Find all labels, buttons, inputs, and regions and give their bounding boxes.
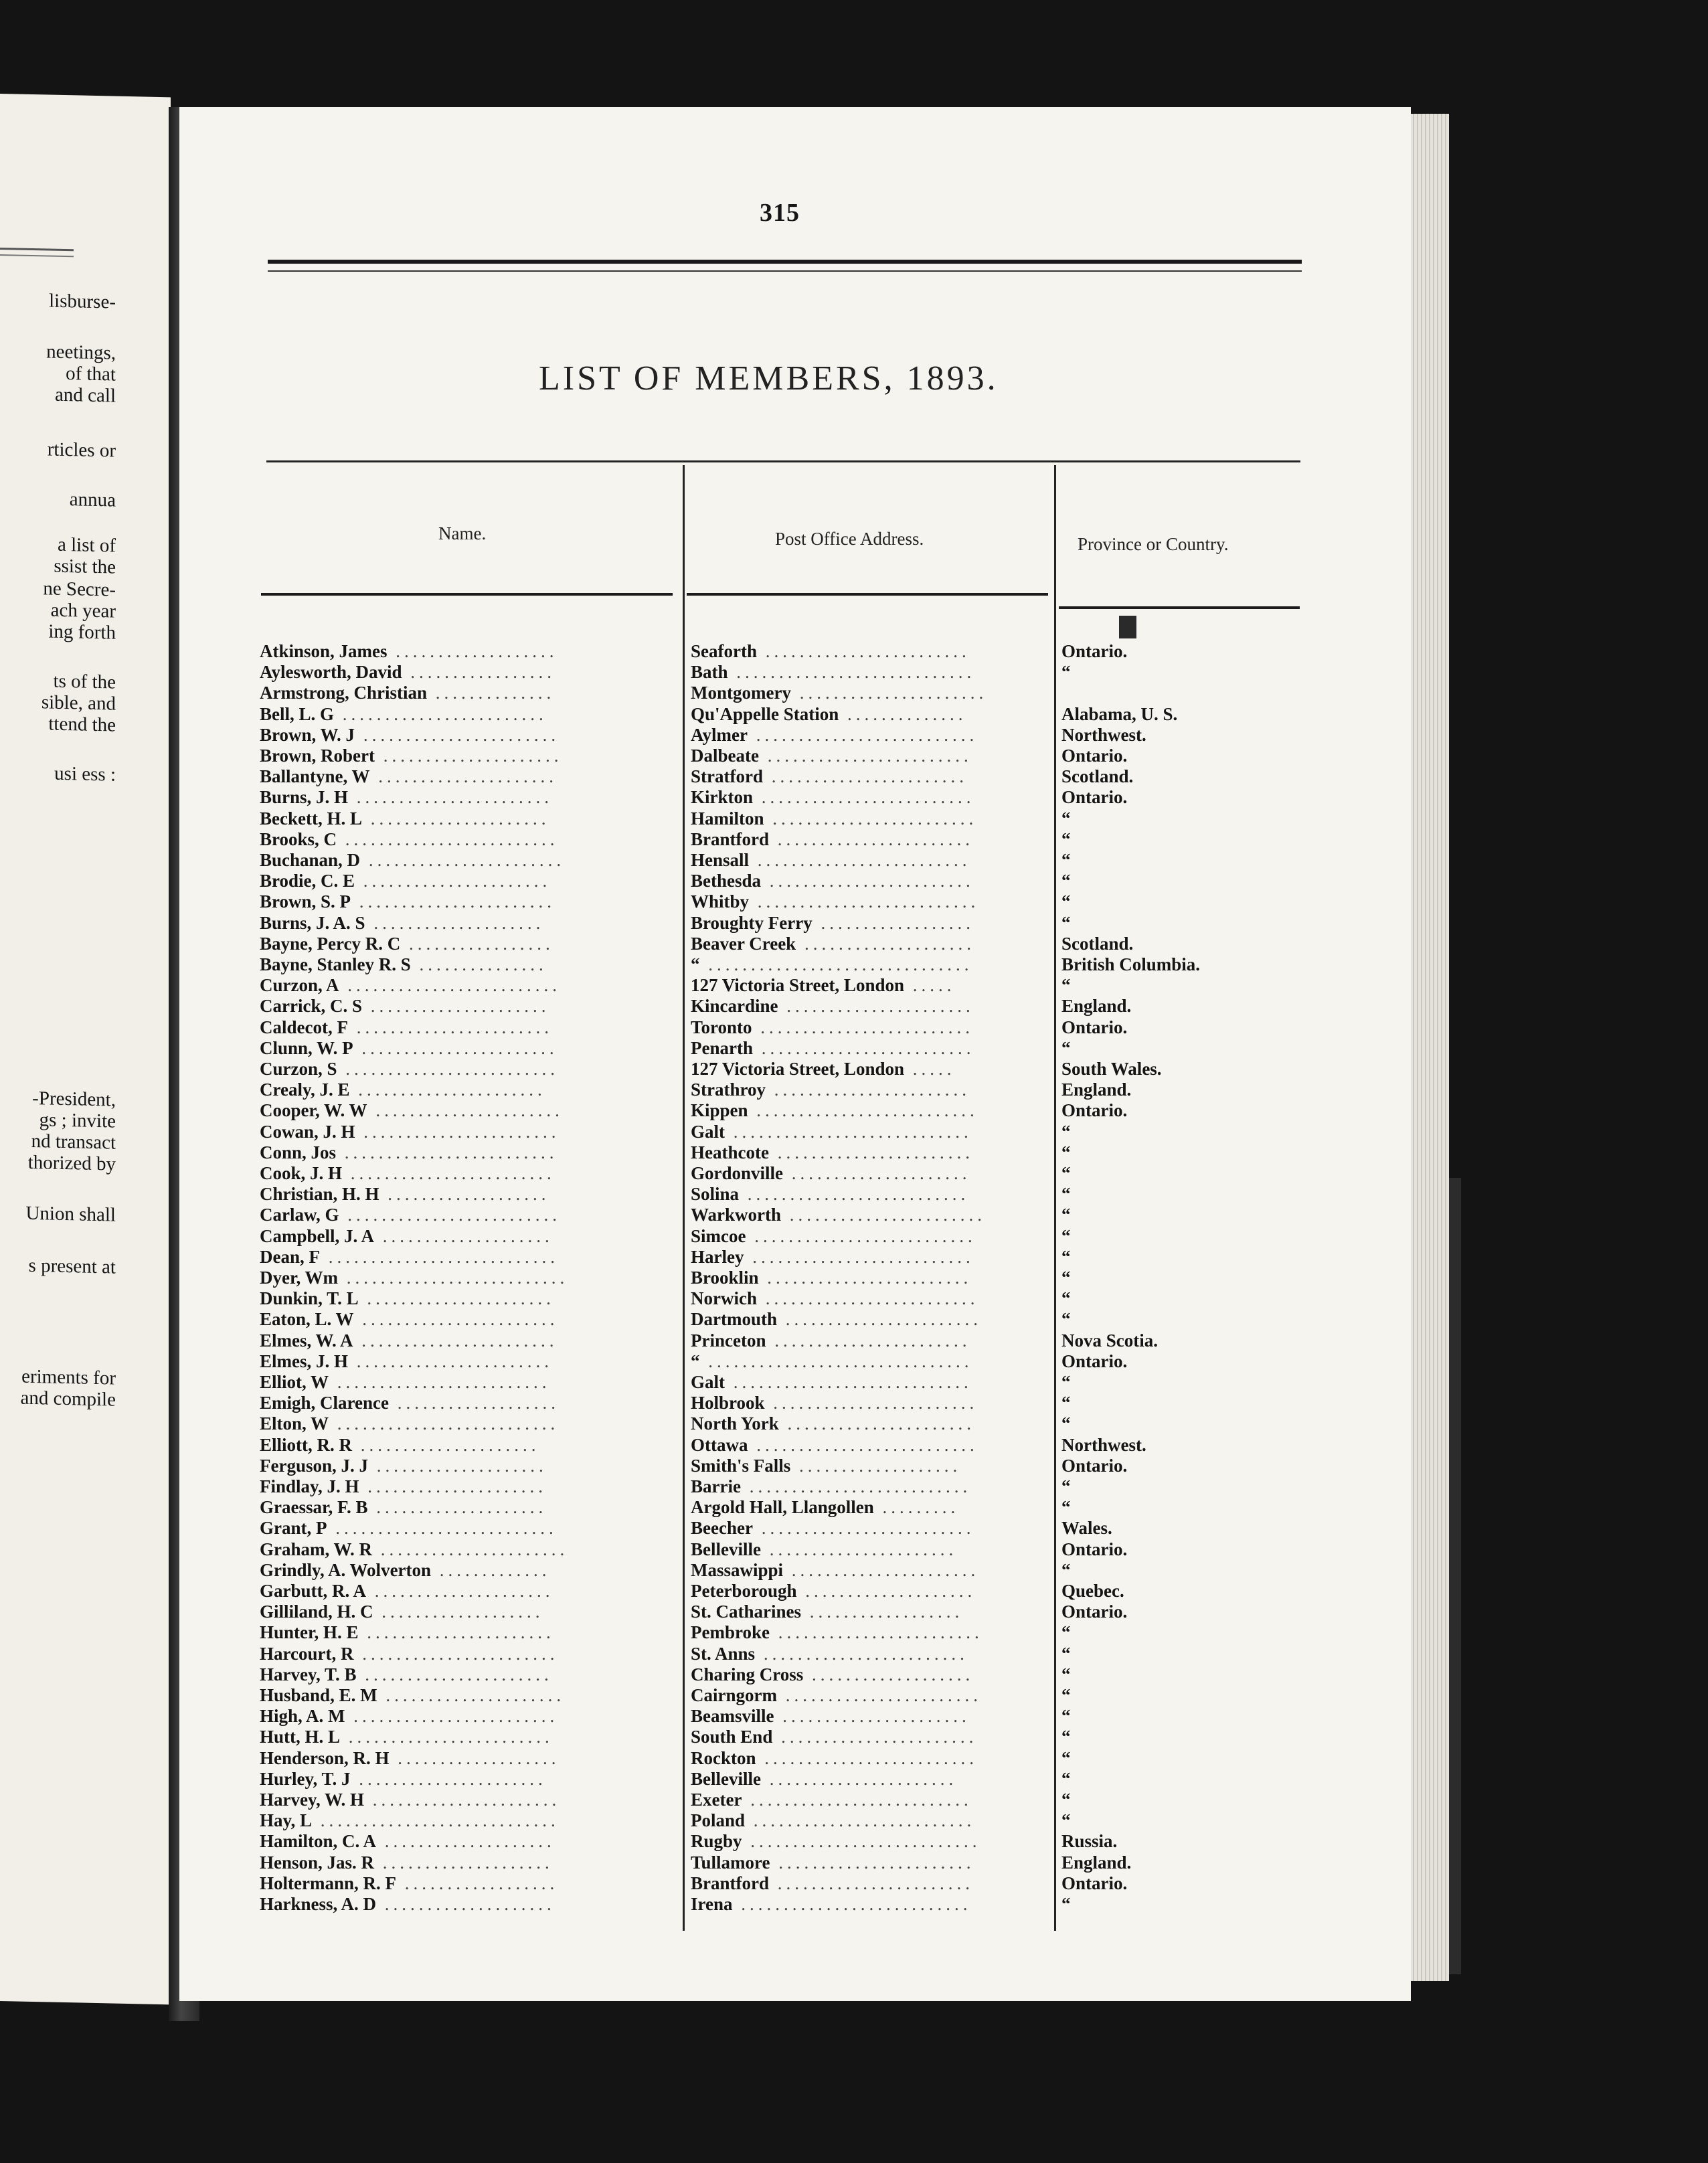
member-address: Argold Hall, Llangollen ......... [691, 1497, 960, 1517]
member-province: “ [1061, 1184, 1071, 1204]
member-province: England. [1061, 1852, 1132, 1873]
member-province: “ [1061, 1413, 1071, 1434]
member-province: South Wales. [1061, 1059, 1162, 1079]
member-name: Husband, E. M ..................... [260, 1685, 566, 1705]
member-province: England. [1061, 1079, 1132, 1100]
page-edge-shadow [1449, 1178, 1461, 1974]
facing-page-line: ach year [50, 599, 116, 622]
member-address: Rugby ........................... [691, 1831, 981, 1851]
member-address: Kippen .......................... [691, 1100, 978, 1120]
member-name: High, A. M ........................ [260, 1706, 559, 1726]
member-address: Beaver Creek .................... [691, 934, 975, 954]
facing-page-line: usi ess : [54, 762, 116, 786]
member-address: Beamsville ...................... [691, 1706, 970, 1726]
member-province: Ontario. [1061, 1539, 1128, 1559]
member-address: Simcoe .......................... [691, 1226, 976, 1246]
member-address: Brantford ....................... [691, 829, 974, 849]
member-address: Irena ........................... [691, 1894, 972, 1914]
member-address: Massawippi ...................... [691, 1560, 980, 1580]
member-name: Aylesworth, David ................. [260, 662, 556, 682]
facing-page-line: eriments for [21, 1365, 116, 1389]
member-province: Quebec. [1061, 1581, 1124, 1601]
member-name: Elliot, W ......................... [260, 1372, 551, 1392]
member-name: Elton, W .......................... [260, 1413, 560, 1434]
member-name: Christian, H. H ................... [260, 1184, 550, 1204]
member-name: Holtermann, R. F .................. [260, 1873, 559, 1893]
member-province: Wales. [1061, 1518, 1112, 1538]
column-divider [683, 465, 685, 1931]
member-name: Harcourt, R ....................... [260, 1644, 559, 1664]
member-province: “ [1061, 662, 1071, 682]
member-name: Carrick, C. S ..................... [260, 996, 550, 1016]
member-name: Graessar, F. B .................... [260, 1497, 547, 1517]
member-name: Gilliland, H. C ................... [260, 1602, 544, 1622]
member-province: “ [1061, 1894, 1071, 1914]
member-province: “ [1061, 1476, 1071, 1496]
facing-page-line: Union shall [25, 1202, 116, 1226]
member-address: Norwich ......................... [691, 1288, 979, 1308]
member-address: Kincardine ...................... [691, 996, 974, 1016]
member-address: Belleville ...................... [691, 1769, 958, 1789]
member-address: “ ............................... [691, 954, 973, 974]
member-province: “ [1061, 1372, 1071, 1392]
member-name: Emigh, Clarence ................... [260, 1393, 560, 1413]
member-province: “ [1061, 1497, 1071, 1517]
facing-page-rule [0, 254, 74, 257]
member-province: Scotland. [1061, 766, 1134, 786]
facing-page-text [0, 94, 171, 1411]
member-address: Whitby .......................... [691, 891, 980, 912]
member-name: Beckett, H. L ..................... [260, 808, 550, 829]
column-header-address: Post Office Address. [775, 529, 924, 549]
member-name: Harvey, T. B ...................... [260, 1664, 553, 1684]
member-province: “ [1061, 1748, 1071, 1768]
member-address: Princeton ....................... [691, 1330, 971, 1351]
member-address: Solina .......................... [691, 1184, 970, 1204]
member-name: Hurley, T. J ...................... [260, 1769, 547, 1789]
member-address: “ ............................... [691, 1351, 973, 1371]
header-rule [268, 260, 1302, 264]
member-name: Ballantyne, W ..................... [260, 766, 558, 786]
member-name: Eaton, L. W ....................... [260, 1309, 559, 1329]
member-address: Exeter .......................... [691, 1790, 972, 1810]
member-address: North York ...................... [691, 1413, 975, 1434]
member-address: Rockton ......................... [691, 1748, 978, 1768]
member-province: “ [1061, 1769, 1071, 1789]
member-address: Cairngorm ....................... [691, 1685, 982, 1705]
member-province: Northwest. [1061, 725, 1146, 745]
member-address: Belleville ...................... [691, 1539, 958, 1559]
member-name: Brodie, C. E ...................... [260, 871, 551, 891]
member-name: Elmes, J. H ....................... [260, 1351, 553, 1371]
facing-page-line: and compile [20, 1387, 116, 1411]
member-name: Harvey, W. H ...................... [260, 1790, 561, 1810]
header-underline [687, 593, 1048, 596]
member-province: Ontario. [1061, 1017, 1128, 1037]
member-name: Hunter, H. E ...................... [260, 1622, 555, 1642]
member-name: Graham, W. R ...................... [260, 1539, 569, 1559]
member-name: Burns, J. H ....................... [260, 787, 553, 807]
member-address: 127 Victoria Street, London ..... [691, 1059, 956, 1079]
member-name: Henderson, R. H ................... [260, 1748, 560, 1768]
member-address: Seaforth ........................ [691, 641, 970, 661]
member-name: Brown, W. J ....................... [260, 725, 560, 745]
member-address: Barrie .......................... [691, 1476, 972, 1496]
member-name: Hamilton, C. A .................... [260, 1831, 556, 1851]
member-address: Hamilton ........................ [691, 808, 978, 829]
member-address: Bethesda ........................ [691, 871, 974, 891]
member-province: “ [1061, 891, 1071, 912]
member-address: St. Catharines .................. [691, 1602, 964, 1622]
member-province: Alabama, U. S. [1061, 704, 1178, 724]
column-header-name: Name. [438, 523, 487, 543]
facing-page-line: gs ; invite [39, 1109, 116, 1132]
member-province: England. [1061, 996, 1132, 1016]
member-name: Grindly, A. Wolverton ............. [260, 1560, 551, 1580]
member-province: “ [1061, 1706, 1071, 1726]
member-province: Ontario. [1061, 787, 1128, 807]
member-address: Montgomery ...................... [691, 683, 988, 703]
member-name: Burns, J. A. S .................... [260, 913, 545, 933]
member-province: Ontario. [1061, 1351, 1128, 1371]
ink-blot [1119, 616, 1136, 638]
member-address: Smith's Falls ................... [691, 1456, 962, 1476]
member-province: “ [1061, 1644, 1071, 1664]
member-name: Cowan, J. H ....................... [260, 1122, 560, 1142]
member-province: Russia. [1061, 1831, 1118, 1851]
member-province: “ [1061, 850, 1071, 870]
member-province: Scotland. [1061, 934, 1134, 954]
facing-page-line: lisburse- [49, 290, 116, 313]
member-address: Ottawa .......................... [691, 1435, 978, 1455]
member-name: Atkinson, James ................... [260, 641, 558, 661]
member-name: Brown, Robert ..................... [260, 746, 563, 766]
member-name: Bayne, Stanley R. S ............... [260, 954, 547, 974]
member-address: Gordonville ..................... [691, 1163, 971, 1183]
member-address: Galt ............................ [691, 1372, 972, 1392]
member-name: Cook, J. H ........................ [260, 1163, 556, 1183]
member-name: Hutt, H. L ........................ [260, 1727, 553, 1747]
member-province: British Columbia. [1061, 954, 1201, 974]
member-address: Aylmer .......................... [691, 725, 978, 745]
member-name: Curzon, A ......................... [260, 975, 562, 995]
member-province: “ [1061, 1205, 1071, 1225]
member-address: Galt ............................ [691, 1122, 972, 1142]
member-province: “ [1061, 1226, 1071, 1246]
member-address: Broughty Ferry .................. [691, 913, 974, 933]
member-name: Grant, P .......................... [260, 1518, 558, 1538]
member-province: “ [1061, 975, 1071, 995]
member-name: Hay, L ............................ [260, 1810, 560, 1830]
member-address: Charing Cross ................... [691, 1664, 974, 1684]
member-address: Strathroy ....................... [691, 1079, 970, 1100]
member-name: Brooks, C ......................... [260, 829, 559, 849]
header-underline [1059, 606, 1300, 609]
member-name: Dean, F ........................... [260, 1247, 559, 1267]
member-province: “ [1061, 1122, 1071, 1142]
member-address: Tullamore ....................... [691, 1852, 975, 1873]
member-address: Kirkton ......................... [691, 787, 975, 807]
facing-page-line: ne Secre- [43, 578, 116, 601]
member-name: Garbutt, R. A ..................... [260, 1581, 554, 1601]
member-province: Northwest. [1061, 1435, 1146, 1455]
member-address: Brooklin ........................ [691, 1268, 972, 1288]
facing-page-line: ing forth [48, 620, 116, 644]
member-address: Dartmouth ....................... [691, 1309, 982, 1329]
member-province: “ [1061, 1664, 1071, 1684]
member-name: Curzon, S ......................... [260, 1059, 560, 1079]
member-province: “ [1061, 1810, 1071, 1830]
facing-page-line: nd transact [31, 1130, 116, 1154]
member-province: Ontario. [1061, 1100, 1128, 1120]
member-address: Brantford ....................... [691, 1873, 974, 1893]
facing-page-line: rticles or [47, 438, 116, 462]
facing-page [0, 94, 171, 2004]
page-number: 315 [760, 199, 800, 227]
member-address: Toronto ......................... [691, 1017, 974, 1037]
member-province: “ [1061, 913, 1071, 933]
member-province: “ [1061, 1142, 1071, 1162]
column-divider [1054, 465, 1056, 1931]
member-address: 127 Victoria Street, London ..... [691, 975, 956, 995]
member-name: Buchanan, D ....................... [260, 850, 566, 870]
member-province: “ [1061, 1288, 1071, 1308]
header-underline [261, 593, 673, 596]
facing-page-line: s present at [28, 1254, 116, 1278]
member-name: Conn, Jos ......................... [260, 1142, 558, 1162]
member-address: Pembroke ........................ [691, 1622, 983, 1642]
member-province: “ [1061, 829, 1071, 849]
member-name: Carlaw, G ......................... [260, 1205, 561, 1225]
member-province: “ [1061, 1268, 1071, 1288]
member-name: Caldecot, F ....................... [260, 1017, 553, 1037]
member-name: Bell, L. G ........................ [260, 704, 547, 724]
member-address: Dalbeate ........................ [691, 746, 972, 766]
member-address: Warkworth ....................... [691, 1205, 986, 1225]
member-province: “ [1061, 1163, 1071, 1183]
member-name: Ferguson, J. J .................... [260, 1456, 547, 1476]
member-province: “ [1061, 1622, 1071, 1642]
member-province: “ [1061, 1247, 1071, 1267]
member-name: Bayne, Percy R. C ................. [260, 934, 554, 954]
facing-page-rule [0, 248, 74, 251]
member-name: Campbell, J. A .................... [260, 1226, 553, 1246]
member-province: Ontario. [1061, 1873, 1128, 1893]
member-province: “ [1061, 1790, 1071, 1810]
member-address: Peterborough .................... [691, 1581, 976, 1601]
facing-page-line: sible, and [41, 691, 116, 715]
facing-page-line: neetings, [46, 341, 116, 364]
column-header-province: Province or Country. [1078, 534, 1229, 554]
member-province: Nova Scotia. [1061, 1330, 1158, 1351]
member-name: Elmes, W. A ....................... [260, 1330, 558, 1351]
member-name: Brown, S. P ....................... [260, 891, 556, 912]
member-name: Clunn, W. P ....................... [260, 1038, 558, 1058]
member-province: “ [1061, 871, 1071, 891]
member-address: Harley .......................... [691, 1247, 974, 1267]
member-name: Dyer, Wm .......................... [260, 1268, 569, 1288]
member-province: “ [1061, 1393, 1071, 1413]
member-address: Hensall ......................... [691, 850, 971, 870]
member-province: “ [1061, 1727, 1071, 1747]
facing-page-line: ttend the [48, 713, 116, 736]
member-address: Penarth ......................... [691, 1038, 975, 1058]
member-address: South End ....................... [691, 1727, 978, 1747]
member-name: Armstrong, Christian .............. [260, 683, 556, 703]
member-address: St. Anns ........................ [691, 1644, 968, 1664]
member-address: Beecher ......................... [691, 1518, 975, 1538]
member-address: Holbrook ........................ [691, 1393, 978, 1413]
member-province: Ontario. [1061, 1456, 1128, 1476]
facing-page-line: of that [66, 363, 116, 385]
member-address: Stratford ....................... [691, 766, 968, 786]
member-name: Dunkin, T. L ...................... [260, 1288, 555, 1308]
member-address: Bath ............................ [691, 662, 976, 682]
member-province: Ontario. [1061, 641, 1128, 661]
member-address: Heathcote ....................... [691, 1142, 974, 1162]
member-province: Ontario. [1061, 746, 1128, 766]
facing-page-line: a list of [58, 533, 116, 557]
facing-page-line: ssist the [54, 555, 116, 578]
member-name: Findlay, J. H ..................... [260, 1476, 547, 1496]
member-address: Poland .......................... [691, 1810, 976, 1830]
facing-page-line: -President, [32, 1088, 116, 1111]
table-top-rule [266, 460, 1300, 462]
member-address: Qu'Appelle Station .............. [691, 704, 967, 724]
list-title: LIST OF MEMBERS, 1893. [539, 359, 999, 398]
facing-page-line: thorized by [27, 1151, 116, 1175]
facing-page-line: ts of the [53, 670, 116, 693]
header-rule [268, 270, 1302, 272]
member-province: “ [1061, 808, 1071, 829]
member-province: “ [1061, 1560, 1071, 1580]
member-name: Elliott, R. R ..................... [260, 1435, 540, 1455]
member-province: “ [1061, 1038, 1071, 1058]
member-name: Harkness, A. D .................... [260, 1894, 556, 1914]
member-name: Cooper, W. W ...................... [260, 1100, 564, 1120]
member-name: Henson, Jas. R .................... [260, 1852, 553, 1873]
member-province: Ontario. [1061, 1602, 1128, 1622]
facing-page-line: and call [55, 383, 116, 407]
member-name: Crealy, J. E ...................... [260, 1079, 546, 1100]
member-province: “ [1061, 1309, 1071, 1329]
facing-page-line: annua [69, 489, 116, 511]
member-province: “ [1061, 1685, 1071, 1705]
